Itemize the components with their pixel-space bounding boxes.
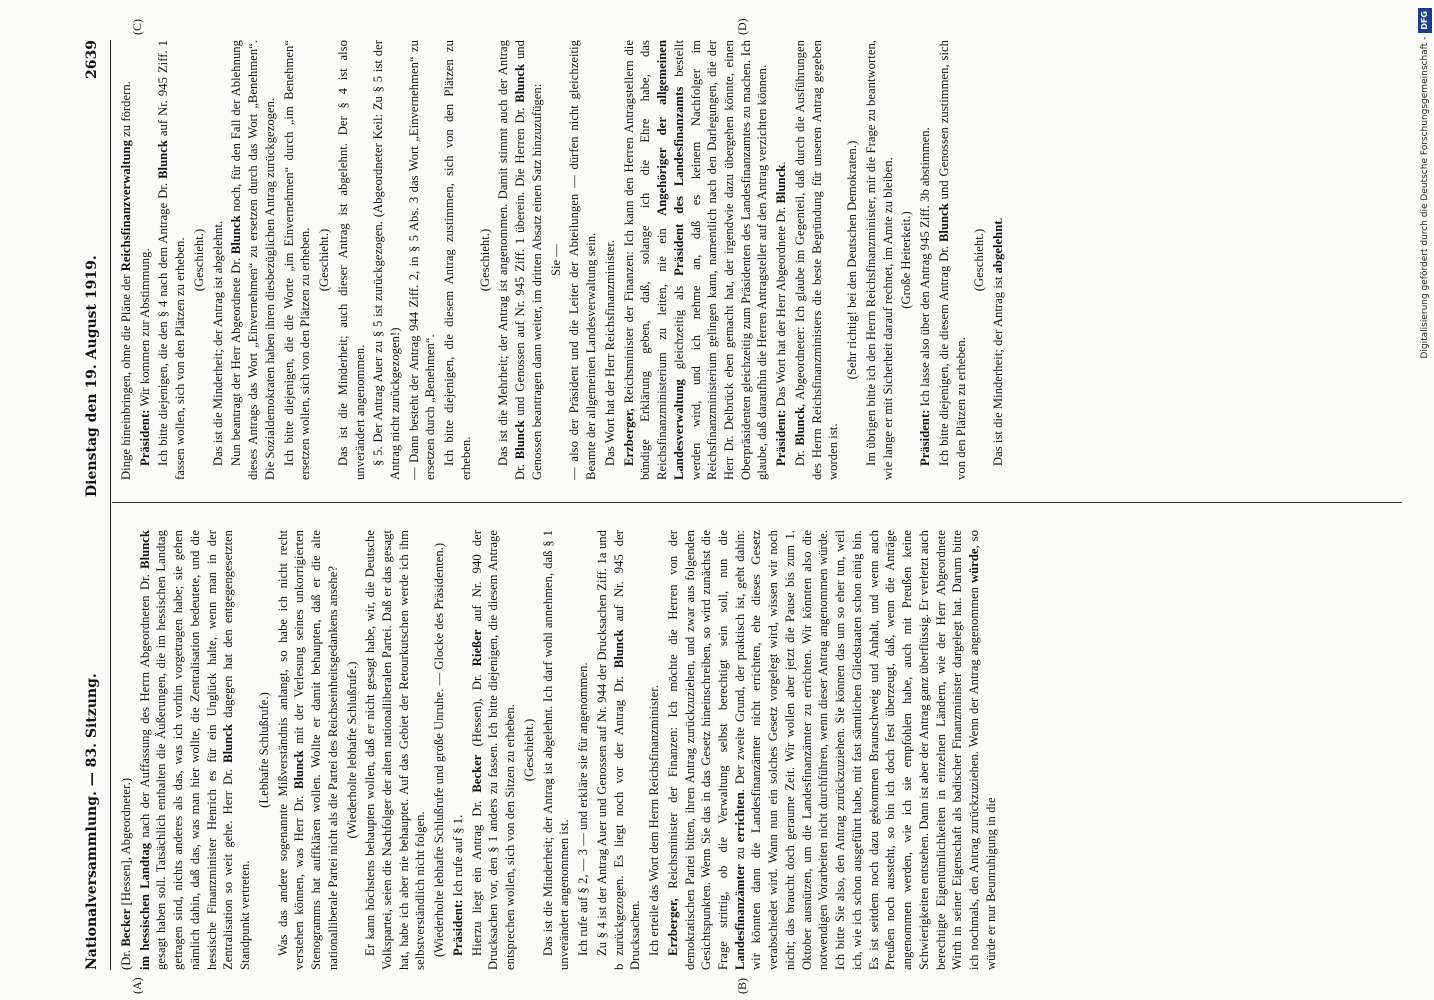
header-session: Nationalversammlung. — 83. Sitzung. xyxy=(84,673,100,970)
left-column-paragraph: Erzberger, Reichsminister der Finanzen: Ich möchte die Herren von der demokratischen Partei bitten, ihren Antrag zurückzuziehen, und zwar aus folgenden Gesichtspunkten. Wenn Sie das in das Gesetz hineinschreiben, so wird zunächst die Frage strittig, ob die Verwaltung selbst berechtigt sein soll, nun die Landesfinanzämter zu errichten. Der zweite Grund, der praktisch ist, geht dahin: wir könnten dann die Landesfinanzämter nicht errichten, ehe dieses Gesetz verabschiedet wird. Wann nun ein solches Gesetz vorgelegt wird, wissen wir noch nicht; das braucht doch geraume Zeit. Wir wollen aber jetzt die Pause bis zum 1. Oktober ausnützen, um die Landesfinanzämter zu errichten. Wir könnten also die notwendigen Vorarbeiten nicht durchführen, wenn dieser Antrag angenommen würde. Ich bitte Sie also, den Antrag zurückzuziehen. Sie können das um so eher tun, weil ich, wie ich schon ausgeführt habe, mit fast sämtlichen Gliedstaaten schon einig bin. Es ist seitdem noch dazu gekommen Braunschweig und Anhalt, und wenn auch Preußen noch aussteht, so bin ich doch fest überzeugt, daß, wenn die Anträge angenommen werden, wie ich sie empfohlen habe, auch mit Preußen keine Schwierigkeiten entstehen. Dann ist aber der Antrag ganz überflüssig. Er verletzt auch berechtigte Eigentümlichkeiten in einzelnen Ländern, wie der Herr Abgeordnete Wirth in seiner Eigenschaft als badischer Finanzminister dargelegt hat. Darum bitte ich nochmals, den Antrag zurückzuziehen. Wenn der Antrag angenommen würde, so würde er nur Beunruhigung in die xyxy=(665,530,998,970)
right-column-paragraph: (Geschieht.) xyxy=(317,228,332,292)
left-column-paragraph: Präsident: Ich rufe auf § 1. xyxy=(450,814,465,956)
right-column-paragraph: Sie — xyxy=(548,243,563,277)
right-column-paragraph: — Dann besteht der Antrag 944 Ziff. 2, in § 5 Abs. 3 das Wort „Einvernehmen“ zu ersetzen durch „Benehmen“. xyxy=(406,40,438,480)
left-column-paragraph: (Wiederholte lebhafte Schlußrufe.) xyxy=(344,661,359,839)
right-column-paragraph: (Geschieht.) xyxy=(972,228,987,292)
right-column-paragraph: Das ist die Mehrheit; der Antrag ist angenommen. Damit stimmt auch der Antrag Dr. Blunck und Genossen auf Nr. 945 Ziff. 1 überein. Die Herren Dr. Blunck und Genossen beantragen dann weiter, im dritten Absatz einen Satz hinzuzufügen: xyxy=(496,40,544,480)
left-column-paragraph: (Geschieht.) xyxy=(521,718,536,782)
right-column-paragraph: Präsident: Ich lasse also über den Antrag 945 Ziff. 3b abstimmen. xyxy=(918,127,933,466)
right-column-paragraph: Ich bitte diejenigen, die diesem Antrag Dr. Blunck und Genossen zustimmen, sich von den Plätzen zu erheben. xyxy=(936,40,968,480)
right-column-paragraph: Präsident: Wir kommen zur Abstimmung. xyxy=(137,248,152,466)
header-rule xyxy=(110,40,111,970)
page-header xyxy=(78,40,106,970)
header-date: Dienstag den 19. August 1919. xyxy=(84,255,100,497)
left-column-paragraph: Hierzu liegt ein Antrag Dr. Becker (Hessen), Dr. Rießer auf Nr. 940 der Drucksachen vor, den § 1 anders zu fassen. Ich bitte diejenigen, die diesem Antrage entsprechen wollen, sich von den Sitzen zu erheben. xyxy=(469,530,518,970)
right-column-paragraph: (Große Heiterkeit.) xyxy=(899,211,914,309)
dfg-logo: DFG xyxy=(1418,8,1432,33)
left-column-paragraph: (Lebhafte Schlußrufe.) xyxy=(256,692,271,808)
left-column-paragraph: Er kann höchstens behaupten wollen, daß er nicht gesagt habe, wir, die Deutsche Volkspartei, seien die Nachfolger der alten nationalliberalen Partei. Daß er das gesagt hat, habe ich aber nie behauptet. Auf das Gebiet der Retourkutschen werde ich ihm selbstverständlich nicht folgen. xyxy=(363,530,428,970)
right-column-paragraph: (Geschieht.) xyxy=(477,228,492,292)
left-column-paragraph: im hessischen Landtag nach der Auffassung des Herrn Abgeordneten Dr. Blunck gesagt haben soll. Tatsächlich enthalten die Äußerungen, die im hessischen Landtag getragen sind, nichts anderes als das, was ich vorhin vorgetragen habe; sie gehen nämlich dahin, daß das, was man hier wollte, die Zentralisation bedeutete, und die hessische Finanzminister Henrich es für ein Unglück halte, wenn man in der Zentralisation so weit gehe. Herr Dr. Blunck dagegen hat den entgegengesetzten Standpunkt vertreten. xyxy=(137,530,253,970)
right-column-paragraph: (Sehr richtig! bei den Deutschen Demokraten.) xyxy=(845,140,860,380)
right-column-paragraph: Ich bitte diejenigen, die diesem Antrag zustimmen, sich von den Plätzen zu erheben. xyxy=(442,40,473,480)
right-column-paragraph: § 5. Der Antrag Auer zu § 5 ist zurückgezogen. (Abgeordneter Keil: Zu § 5 ist der Antrag nicht zurückgezogen!) xyxy=(371,40,403,480)
right-column-paragraph: Erzberger, Reichsminister der Finanzen: Ich kann den Herren Antragstellern die bündige Erklärung geben, daß, solange ich die Ehre habe, das Reichsfinanzministerium zu leiten, nie ein Angehöriger der allgemeinen Landesverwaltung gleichzeitig als Präsident des Landesfinanzamts bestellt werden wird, und ich nehme an, daß es keinem Nachfolger im Reichsfinanzministerium gelingen kann, namentlich nach den Darlegungen, die der Herr Dr. Delbrück eben gemacht hat, der irgendwie dazu übergehen könnte, einen Oberpräsidenten gleichzeitig zum Präsidenten des Landesfinanzamtes zu machen. Ich glaube, daß daraufhin die Herren Antragsteller auf den Antrag verzichten können. xyxy=(621,40,770,480)
right-column-paragraph: Das Wort hat der Herr Reichsfinanzminister. xyxy=(602,239,617,466)
right-column-paragraph: Das ist die Minderheit; der Antrag ist abgelehnt. xyxy=(210,220,225,466)
right-column-paragraph: Nun beantragt der Herr Abgeordnete Dr. Blunck noch, für den Fall der Ablehnung dieses Antrags das Wort „Einvernehmen“ zu ersetzen durch das Wort „Benehmen“. Die Sozialdemokraten haben ihren diesbezüglichen Antrag zurückgezogen. xyxy=(229,39,277,480)
right-column-paragraph: (Geschieht.) xyxy=(191,228,206,292)
right-column-paragraph: Im übrigen bitte ich den Herrn Reichsfinanzminister, mir die Frage zu beantworten, wie lange er mit Sicherheit darauf rechnet, im Amte zu bleiben. xyxy=(863,40,895,480)
right-column-paragraph: — also der Präsident und die Leiter der Abteilungen — dürfen nicht gleichzeitig Beamte der allgemeinen Landesverwaltung sein. xyxy=(567,40,599,480)
left-column-paragraph: Was das andere sogenannte Mißverständnis anlangt, so habe ich nicht recht verstehen können, was Herr Dr. Blunck mit der Verlesung seines unkorrigierten Stenogramms hat auffklären wollen. Wollte er damit behaupten, daß er die alte nationalliberale Partei nicht als die Partei des Reichseinheitsgedankens ansehe? xyxy=(275,530,340,970)
right-column-paragraph: Das ist die Minderheit; der Antrag ist abgelehnt. xyxy=(990,217,1005,466)
margin-marker-d: (D) xyxy=(735,18,749,35)
margin-marker-c: (C) xyxy=(130,19,144,35)
right-column-paragraph: Präsident: Das Wort hat der Herr Abgeordnete Dr. Blunck. xyxy=(774,161,789,466)
right-text-column xyxy=(118,40,1009,480)
right-column-paragraph: Ich bitte diejenigen, die die Worte „im Einvernehmen“ durch „im Benehmen“ ersetzen wollen, sich von den Plätzen zu erheben. xyxy=(281,40,313,480)
column-divider xyxy=(112,502,1402,503)
left-column-paragraph: Ich erteile das Wort dem Herrn Reichsfinanzminister. xyxy=(647,685,662,956)
page-number: 2639 xyxy=(84,40,100,79)
digitization-text: Digitalisierung gefördert durch die Deutsche Forschungsgemeinschaft - xyxy=(1420,36,1430,359)
margin-marker-a: (A) xyxy=(130,977,144,994)
left-column-paragraph: Zu § 4 ist der Antrag Auer und Genossen auf Nr. 944 der Drucksachen Ziff. 1a und b zurückgezogen. Es liegt noch vor der Antrag Dr. Blunck auf Nr. 945 der Drucksachen. xyxy=(594,530,643,970)
right-column-paragraph: Dinge hineinbringen, ohne die Pläne der Reichsfinanzverwaltung zu fördern. xyxy=(119,81,133,480)
left-column-paragraph: (Wiederholte lebhafte Schlußrufe und große Unruhe. — Glocke des Präsidenten.) xyxy=(432,542,447,958)
left-column-paragraph: (Dr. Becker [Hessen], Abgeordneter.) xyxy=(119,777,133,970)
right-column-paragraph: Das ist die Minderheit; auch dieser Antrag ist abgelehnt. Der § 4 ist also unverändert angenommen. xyxy=(335,40,367,480)
right-column-paragraph: Dr. Blunck, Abgeordneter: Ich glaube im Gegenteil, daß durch die Ausführungen des Herrn Reichsfinanzministers die beste Begründung für unseren Antrag gegeben worden ist. xyxy=(792,40,841,480)
left-column-paragraph: Das ist die Minderheit; der Antrag ist abgelehnt. Ich darf wohl annehmen, daß § 1 unverändert angenommen ist. xyxy=(540,530,572,970)
left-text-column xyxy=(118,530,1001,970)
margin-marker-b: (B) xyxy=(735,978,749,994)
right-column-paragraph: Ich bitte diejenigen, die den § 4 nach dem Antrage Dr. Blunck auf Nr. 945 Ziff. 1 fassen wollen, sich von den Plätzen zu erheben. xyxy=(156,40,188,480)
left-column-paragraph: Ich rufe auf § 2, — 3 — und erkläre sie für angenommen. xyxy=(576,662,591,956)
digitization-notice xyxy=(1418,8,1432,708)
